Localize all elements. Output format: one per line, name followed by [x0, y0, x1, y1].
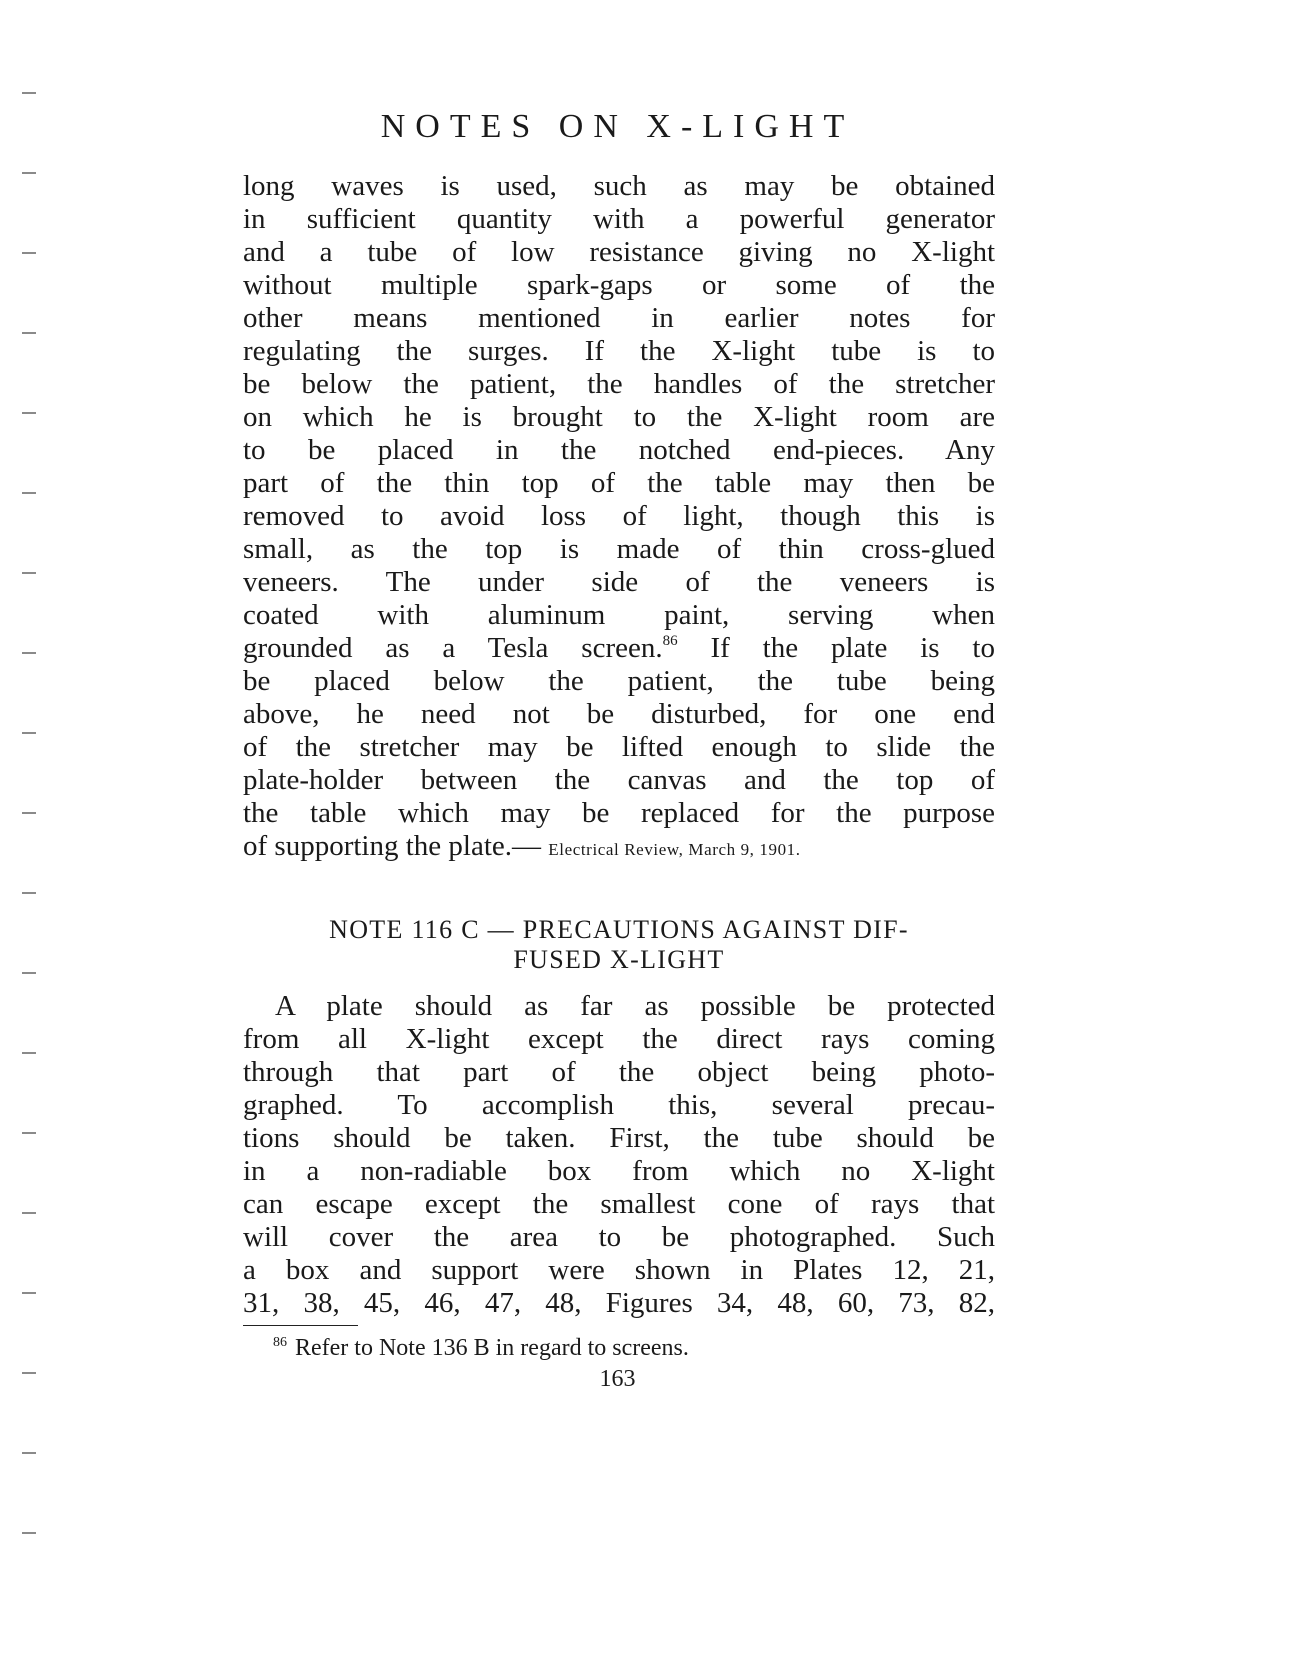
- scan-edge-marks: [22, 0, 38, 1656]
- text-line: from all X-light except the direct rays coming: [243, 1023, 995, 1055]
- text-segment: grounded as a Tesla screen.: [243, 632, 663, 664]
- em-dash: —: [512, 830, 549, 862]
- text-line: in a non-radiable box from which no X-light: [243, 1155, 995, 1187]
- text-segment: of supporting the plate.: [243, 830, 513, 862]
- text-line: part of the thin top of the table may then be: [243, 467, 995, 499]
- paragraph-continued: [243, 170, 995, 863]
- text-line: through that part of the object being photo-: [243, 1056, 995, 1088]
- text-line: regulating the surges. If the X-light tube is to: [243, 335, 995, 367]
- text-line: to be placed in the notched end-pieces. Any: [243, 434, 995, 466]
- text-line: tions should be taken. First, the tube should be: [243, 1122, 995, 1154]
- paragraph-note-116c: [243, 990, 995, 1320]
- footnote-number: 86: [273, 1335, 287, 1350]
- footnote: [273, 1333, 689, 1363]
- text-line: small, as the top is made of thin cross-glued: [243, 533, 995, 565]
- text-segment: If the plate is to: [677, 632, 995, 664]
- text-line: A plate should as far as possible be protected: [275, 990, 995, 1022]
- footnote-rule: [243, 1325, 358, 1326]
- text-line: the table which may be replaced for the purpose: [243, 797, 995, 829]
- text-line-with-footnote-ref: [243, 632, 995, 665]
- text-line: on which he is brought to the X-light room are: [243, 401, 995, 433]
- text-line: a box and support were shown in Plates 12, 21,: [243, 1254, 995, 1286]
- text-line: graphed. To accomplish this, several precau-: [243, 1089, 995, 1121]
- note-heading-line: NOTE 116 C — PRECAUTIONS AGAINST DIF-: [329, 915, 909, 944]
- text-line: long waves is used, such as may be obtained: [243, 170, 995, 202]
- source-citation: Electrical Review, March 9, 1901.: [548, 840, 801, 859]
- text-line: removed to avoid loss of light, though this is: [243, 500, 995, 532]
- text-line: of the stretcher may be lifted enough to slide the: [243, 731, 995, 763]
- running-head: NOTES ON X-LIGHT: [380, 108, 855, 145]
- text-line: will cover the area to be photographed. Such: [243, 1221, 995, 1253]
- footnote-text: Refer to Note 136 B in regard to screens.: [295, 1335, 689, 1361]
- text-line: be placed below the patient, the tube being: [243, 665, 995, 697]
- text-line: veneers. The under side of the veneers is: [243, 566, 995, 598]
- text-line: and a tube of low resistance giving no X-light: [243, 236, 995, 268]
- text-line: 31, 38, 45, 46, 47, 48, Figures 34, 48, 60, 73, 82,: [243, 1287, 995, 1319]
- page-number: 163: [599, 1366, 636, 1392]
- footnote-reference: 86: [662, 633, 678, 649]
- text-line: plate-holder between the canvas and the top of: [243, 764, 995, 796]
- text-line-last: [243, 830, 995, 863]
- text-line: in sufficient quantity with a powerful generator: [243, 203, 995, 235]
- note-heading: [243, 915, 995, 975]
- text-line: coated with aluminum paint, serving when: [243, 599, 995, 631]
- text-line: other means mentioned in earlier notes for: [243, 302, 995, 334]
- text-line: above, he need not be disturbed, for one end: [243, 698, 995, 730]
- text-line: be below the patient, the handles of the stretcher: [243, 368, 995, 400]
- text-line: can escape except the smallest cone of rays that: [243, 1188, 995, 1220]
- text-line: without multiple spark-gaps or some of the: [243, 269, 995, 301]
- note-heading-line: FUSED X-LIGHT: [513, 945, 725, 974]
